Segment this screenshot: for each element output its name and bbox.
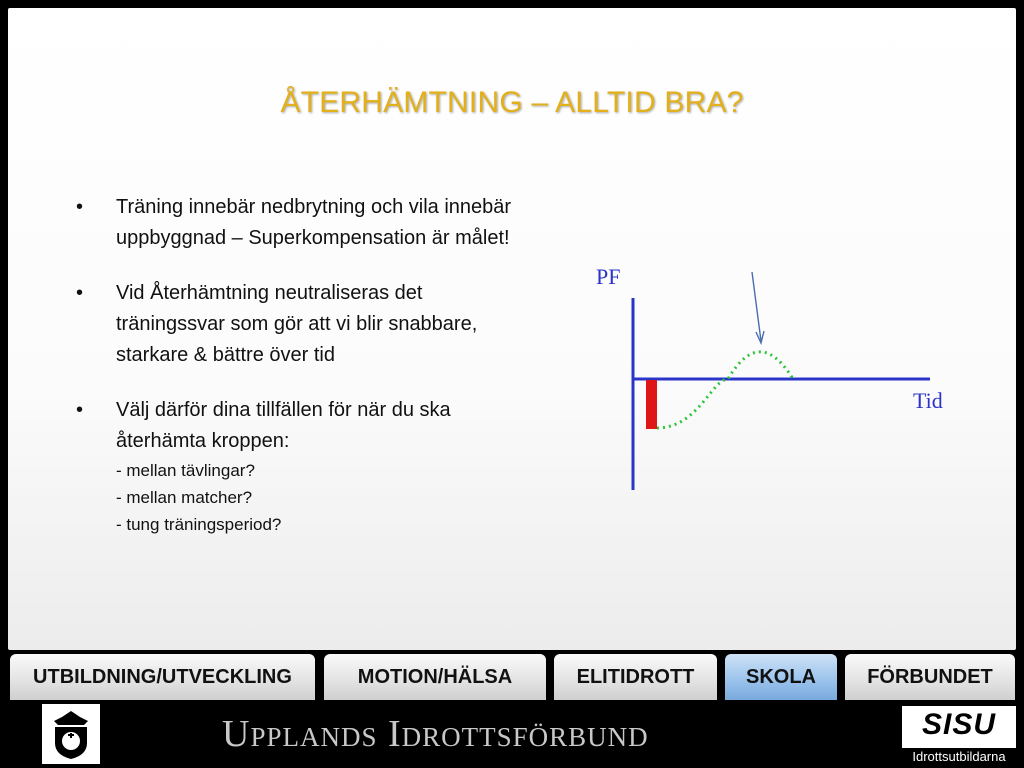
bullet-list [76,192,516,562]
bullet-dot: • [76,196,84,218]
recovery-curve [657,352,793,428]
bullet-dot: • [76,399,84,421]
bullet-item [76,395,516,538]
supercompensation-diagram [560,250,980,510]
arrow-shaft [752,272,761,341]
bullet-text: Träning innebär nedbrytning och vila innebär uppbyggnad – Superkompensation är målet! [116,196,512,249]
tab-skola[interactable]: SKOLA [725,654,837,700]
bullet-text: Välj därför dina tillfällen för när du ska återhämta kroppen: [116,399,451,452]
tab-utbildning[interactable]: UTBILDNING/UTVECKLING [10,654,315,700]
sub-item: - mellan matcher? [116,488,253,507]
sub-item: - tung träningsperiod? [116,515,282,534]
sisu-logo [902,706,1016,766]
bullet-dot: • [76,282,84,304]
bullet-item [76,192,516,254]
crest-logo-icon [42,704,100,764]
sub-item: - mellan tävlingar? [116,461,255,480]
y-axis-label: PF [596,264,621,289]
x-axis-label: Tid [913,388,943,413]
tab-forbundet[interactable]: FÖRBUNDET [845,654,1015,700]
nav-tabs [0,654,1024,700]
slide-title: ÅTERHÄMTNING – ALLTID BRA? [280,86,744,119]
sisu-subtitle: Idrottsutbildarna [902,748,1016,766]
bullet-text: Vid Återhämtning neutraliseras det träningssvar som gör att vi blir snabbare, starkare & bättre över tid [116,282,478,366]
footer-bar [0,700,1024,768]
bullet-item [76,278,516,371]
sisu-logo-text: SISU [921,708,997,741]
tab-motion-halsa[interactable]: MOTION/HÄLSA [324,654,546,700]
training-load-bar [646,380,657,429]
org-name: Upplands Idrottsförbund [222,713,649,755]
tab-elitidrott[interactable]: ELITIDROTT [554,654,717,700]
